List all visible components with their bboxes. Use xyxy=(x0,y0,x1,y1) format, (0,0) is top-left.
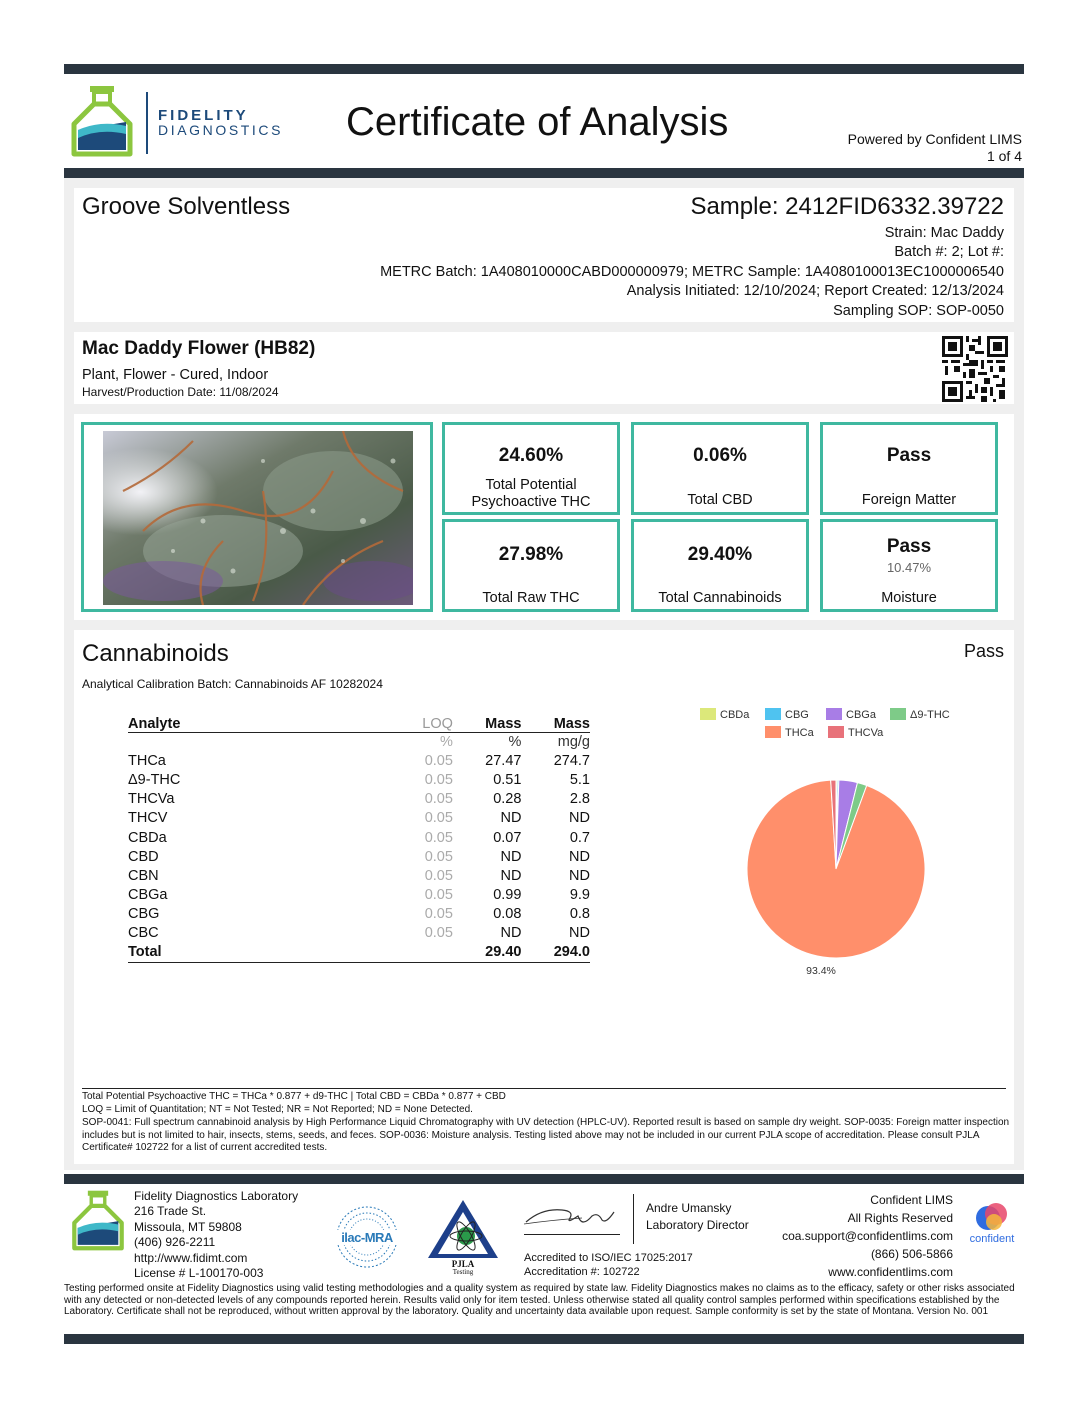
pjla-logo xyxy=(426,1198,500,1278)
notes-divider xyxy=(82,1088,1006,1089)
ilac-mra-logo xyxy=(328,1202,406,1272)
loq-cell: 0.05 xyxy=(424,791,453,808)
director-title: Laboratory Director xyxy=(646,1218,749,1233)
mass-mg-cell: 5.1 xyxy=(569,771,590,788)
mass-mg-cell: 0.8 xyxy=(569,906,590,923)
footer-top-bar xyxy=(64,1174,1024,1184)
summary-value: 24.60% xyxy=(498,445,564,466)
analyte-cell: CBG xyxy=(128,906,160,923)
total-cell: 294.0 xyxy=(521,943,590,962)
legend-label: CBG xyxy=(785,709,809,721)
pie-svg xyxy=(690,700,1010,990)
confident-logo-text: confident xyxy=(969,1233,1015,1245)
page-number: 1 of 4 xyxy=(986,148,1022,164)
summary-subvalue: 10.47% xyxy=(886,560,932,575)
lab-website-link[interactable]: http://www.fidimt.com xyxy=(134,1250,248,1265)
units-row: % % mg/g xyxy=(440,733,590,750)
mass-pct-cell: 0.51 xyxy=(493,771,522,788)
loq-note: LOQ = Limit of Quantitation; NT = Not Tested; NR = Not Reported; ND = None Detected. xyxy=(82,1104,473,1115)
director-signature xyxy=(522,1198,626,1234)
loq-cell: 0.05 xyxy=(424,906,453,923)
cannabinoid-pie-chart xyxy=(690,700,1010,990)
sampling-sop: Sampling SOP: SOP-0050 xyxy=(833,302,1004,319)
table-row xyxy=(128,751,590,770)
analyte-cell: THCV xyxy=(128,810,168,827)
qr-code-icon[interactable] xyxy=(942,336,1008,402)
summary-card-foreign-matter xyxy=(820,422,998,515)
summary-card-total-thc xyxy=(442,422,620,515)
loq-cell: 0.05 xyxy=(424,925,453,942)
column-header-mass-mg: Mass xyxy=(521,712,590,732)
loq-cell: 0.05 xyxy=(424,887,453,904)
product-photo-frame xyxy=(81,422,433,612)
cannabinoids-table xyxy=(128,712,590,963)
loq-cell: 0.05 xyxy=(424,867,453,884)
mass-pct-cell: 27.47 xyxy=(485,752,522,769)
analyte-cell: THCVa xyxy=(128,791,175,808)
summary-label: Moisture xyxy=(881,590,937,606)
lab-address: Fidelity Diagnostics Laboratory 216 Trade St. Missoula, MT 59808 (406) 926-2211 http://www.fidimt.com License # L-100170-003 xyxy=(134,1189,299,1281)
metrc-info: METRC Batch: 1A408010000CABD000000979; METRC Sample: 1A4080100013EC1000006540 xyxy=(380,263,1004,280)
director-info xyxy=(646,1201,749,1234)
mass-mg-cell: 0.7 xyxy=(569,829,590,846)
mass-mg-cell: 2.8 xyxy=(569,791,590,808)
summary-value: 27.98% xyxy=(498,544,564,565)
batch-lot: Batch #: 2; Lot #: xyxy=(894,244,1004,261)
fidelity-flask-logo-icon xyxy=(70,84,134,162)
legend-label: THCa xyxy=(785,727,814,739)
section-title: Cannabinoids xyxy=(82,640,229,667)
sample-details xyxy=(380,224,1004,321)
pjla-logo-text: PJLA xyxy=(451,1259,475,1269)
sample-info-panel xyxy=(74,188,1014,322)
pie-slice-label: 93.4% xyxy=(806,965,836,977)
mass-mg-cell: ND xyxy=(569,810,590,827)
mass-mg-cell: ND xyxy=(569,925,590,942)
confident-logo xyxy=(964,1200,1024,1250)
mass-pct-cell: 0.99 xyxy=(493,887,522,904)
strain: Strain: Mac Daddy xyxy=(884,225,1004,241)
product-name: Mac Daddy Flower (HB82) xyxy=(82,338,316,359)
mass-pct-cell: ND xyxy=(500,867,522,884)
sample-id: Sample: 2412FID6332.39722 xyxy=(690,193,1004,220)
column-header-loq: LOQ xyxy=(270,712,453,732)
mass-pct-cell: 0.28 xyxy=(493,791,522,808)
summary-value: Pass xyxy=(886,445,932,466)
method-note: SOP-0041: Full spectrum cannabinoid analysis by High Performance Liquid Chromatography with UV detection (HPLC-UV). Reported result is based on sample dry weight. SOP-0035: Foreign matter inspection includes but is not limited to hair, insects, stems, seeds, and feces. SOP-0036: Moisture analysis. Testing listed above may not be included in our current PJLA scope of accreditation. Please consult PJLA Certificate# 102722 for a list of current accredited tests. xyxy=(82,1117,1010,1153)
loq-cell: 0.05 xyxy=(424,752,453,769)
support-email-link[interactable]: coa.support@confidentlims.com xyxy=(782,1229,953,1243)
table-row xyxy=(128,828,590,847)
summary-label: Total Raw THC xyxy=(482,590,580,606)
mass-pct-cell: ND xyxy=(500,848,522,865)
disclaimer: Testing performed onsite at Fidelity Diagnostics using valid testing methodologies and a quality system as required by state law. Fidelity Diagnostics makes no claims as to the efficacy, safety or other risks associated with any detected or non-detected levels of any compounds reported herein. Results valid only for item tested. Unless otherwise stated all quality control samples performed within specifications established by the Laboratory. Certificate shall not be reproduced, without written approval by the laboratory. Quality and uncertainty data available upon request. Sample conformity is set by the state of Montana. Version No. 001 xyxy=(64,1283,1015,1318)
table-row xyxy=(128,770,590,789)
bottom-bar xyxy=(64,1334,1024,1344)
total-row xyxy=(128,943,590,962)
analyte-cell: THCa xyxy=(128,752,166,769)
pjla-logo-subtext: Testing xyxy=(452,1268,474,1276)
summary-label: Total Potential xyxy=(485,477,577,493)
loq-cell: 0.05 xyxy=(424,810,453,827)
loq-cell: 0.05 xyxy=(424,829,453,846)
ilac-logo-text: ilac-MRA xyxy=(341,1230,393,1245)
analyte-cell: CBC xyxy=(128,925,159,942)
summary-card-total-cbd xyxy=(631,422,809,515)
header-bottom-bar xyxy=(64,168,1024,178)
mass-pct-cell: ND xyxy=(500,925,522,942)
summary-label: Total Cannabinoids xyxy=(658,590,782,606)
analyte-cell: CBDa xyxy=(128,829,167,846)
lims-website-link[interactable]: www.confidentlims.com xyxy=(828,1265,953,1279)
summary-value: 0.06% xyxy=(693,445,747,466)
product-panel xyxy=(74,332,1014,404)
summary-card-total-cannabinoids xyxy=(631,519,809,612)
product-type: Plant, Flower - Cured, Indoor xyxy=(82,367,269,383)
section-result: Pass xyxy=(963,641,1004,661)
logo-divider xyxy=(146,92,148,154)
lims-info: Confident LIMS All Rights Reserved coa.support@confidentlims.com (866) 506-5866 www.confidentlims.com xyxy=(782,1193,953,1279)
table-row xyxy=(128,924,590,943)
loq-cell: 0.05 xyxy=(424,848,453,865)
formula-note: Total Potential Psychoactive THC = THCa * 0.877 + d9-THC | Total CBD = CBDa * 0.877 + CBD xyxy=(82,1091,506,1102)
table-row xyxy=(128,847,590,866)
table-row xyxy=(128,905,590,924)
analyte-cell: CBGa xyxy=(128,887,168,904)
loq-cell: 0.05 xyxy=(424,771,453,788)
fidelity-flask-footer-icon xyxy=(70,1189,126,1255)
brand-name-line1: FIDELITY xyxy=(158,107,249,124)
analyte-cell: CBN xyxy=(128,867,159,884)
mass-mg-cell: ND xyxy=(569,848,590,865)
legend-label: THCVa xyxy=(848,727,884,739)
summary-card-moisture xyxy=(820,519,998,612)
table-row xyxy=(128,809,590,828)
summary-label: Foreign Matter xyxy=(861,492,957,508)
mass-mg-cell: 274.7 xyxy=(553,752,590,769)
top-bar xyxy=(64,64,1024,74)
signature-divider xyxy=(633,1194,634,1244)
director-name: Andre Umansky xyxy=(646,1201,732,1215)
powered-by: Powered by Confident LIMS xyxy=(847,131,1022,147)
mass-pct-cell: 0.07 xyxy=(493,829,522,846)
accreditation-info: Accredited to ISO/IEC 17025:2017 Accreditation #: 102722 xyxy=(524,1252,693,1278)
total-cell xyxy=(270,943,453,962)
legend-label: CBGa xyxy=(846,709,876,721)
brand-name-line2: DIAGNOSTICS xyxy=(158,122,284,138)
summary-label: Total CBD xyxy=(687,492,753,508)
analyte-cell: CBD xyxy=(128,848,159,865)
legend-label: Δ9-THC xyxy=(910,709,950,721)
column-header-analyte: Analyte xyxy=(128,712,270,732)
client-name: Groove Solventless xyxy=(82,193,291,220)
summary-value: Pass xyxy=(886,536,932,557)
analyte-cell: Δ9-THC xyxy=(128,771,181,788)
table-row xyxy=(128,790,590,809)
summary-label-line2: Psychoactive THC xyxy=(471,494,591,510)
mass-pct-cell: ND xyxy=(500,810,522,827)
calibration-batch: Analytical Calibration Batch: Cannabinoids AF 10282024 xyxy=(82,677,383,691)
total-cell: Total xyxy=(128,943,270,962)
table-row xyxy=(128,886,590,905)
mass-mg-cell: 9.9 xyxy=(569,887,590,904)
summary-card-total-raw-thc xyxy=(442,519,620,612)
summary-value: 29.40% xyxy=(687,544,753,565)
harvest-date: Harvest/Production Date: 11/08/2024 xyxy=(82,385,279,399)
product-photo xyxy=(103,431,413,605)
total-cell: 29.40 xyxy=(453,943,522,962)
legend-label: CBDa xyxy=(720,709,750,721)
document-title: Certificate of Analysis xyxy=(346,100,729,144)
table-row xyxy=(128,866,590,885)
mass-pct-cell: 0.08 xyxy=(493,906,522,923)
mass-mg-cell: ND xyxy=(569,867,590,884)
signature-line xyxy=(524,1234,620,1235)
analysis-dates: Analysis Initiated: 12/10/2024; Report Created: 12/13/2024 xyxy=(626,283,1004,300)
column-header-mass-pct: Mass xyxy=(453,712,522,732)
